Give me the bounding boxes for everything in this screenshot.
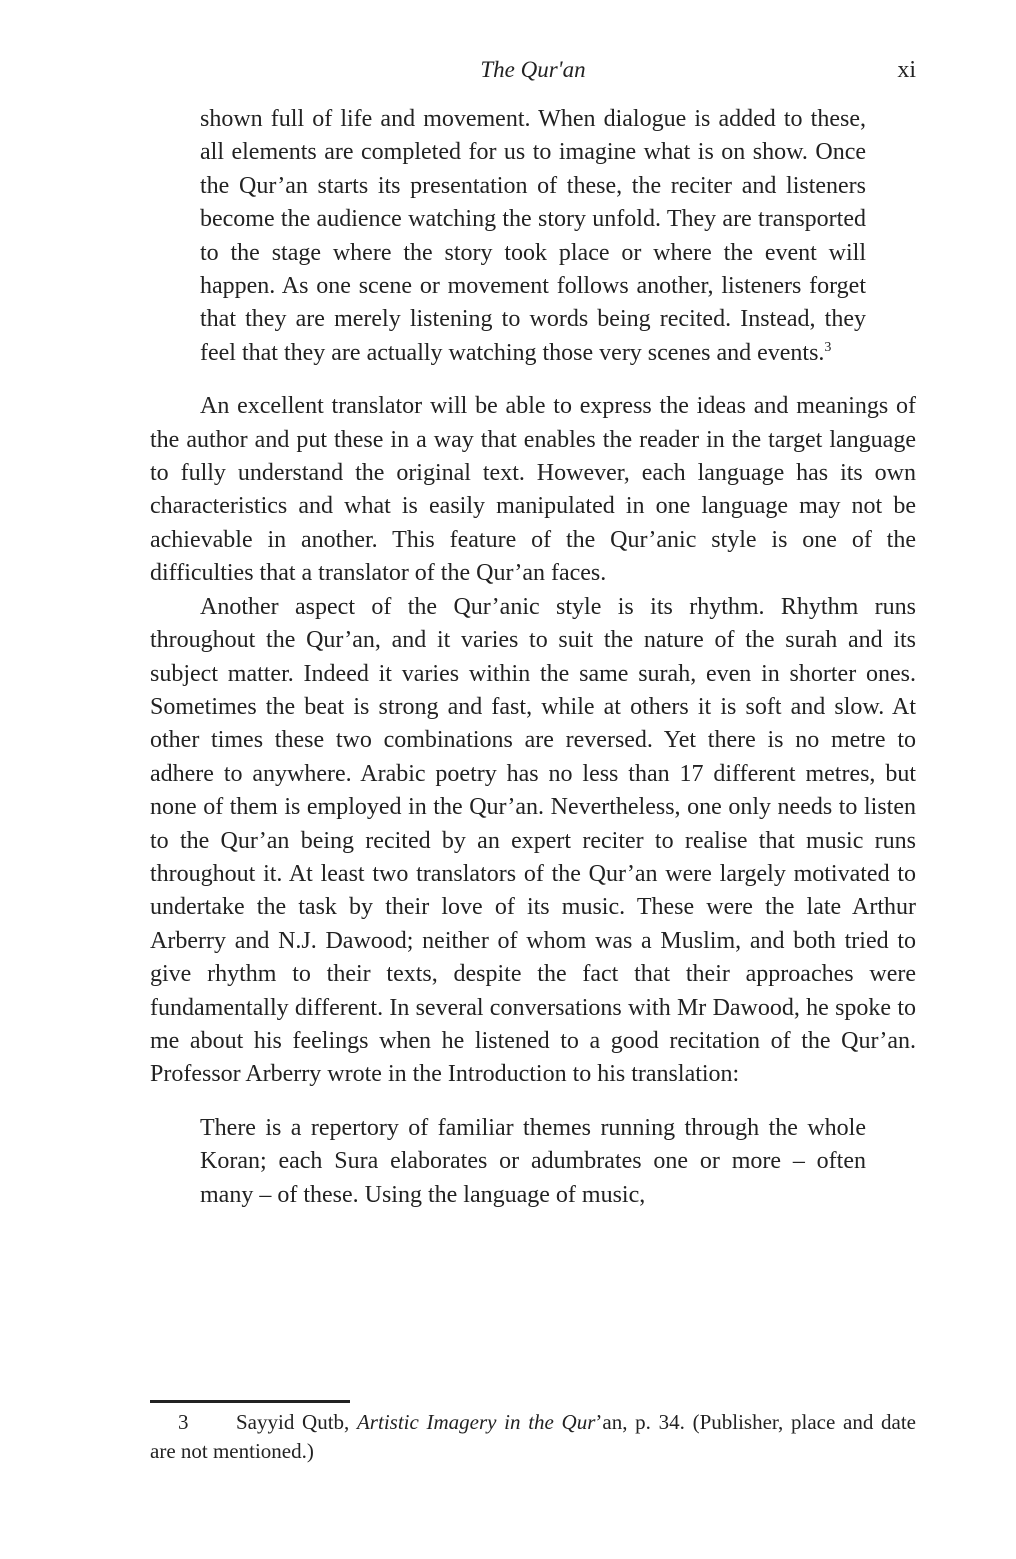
body-paragraph-1: An excellent translator will be able to express the ideas and meanings of the author and put these in a way that enables the reader in the target language to fully understand the original text. However, each language has its own characteristics and what is easily manipulated in one language may not be achievable in another. This feature of the Qur’anic style is one of the difficulties that a translator of the Qur’an faces. <box>150 393 916 587</box>
block-quote-1 <box>200 103 866 370</box>
footnote-divider <box>150 1400 350 1403</box>
footnote-reference[interactable]: 3 <box>824 339 832 355</box>
body-paragraph-2: Another aspect of the Qur’anic style is its rhythm. Rhythm runs throughout the Qur’an, and it varies to suit the nature of the surah and its subject matter. Indeed it varies within the same surah, even in shorter ones. Sometimes the beat is strong and fast, while at others it is soft and slow. At other times these two combinations are reversed. Yet there is no metre to adhere to anywhere. Arabic poetry has no less than 17 different metres, but none of them is employed in the Qur’an. Nevertheless, one only needs to listen to the Qur’an being recited by an expert reciter to realise that music runs throughout it. At least two translators of the Qur’an were largely motivated to undertake the task by their love of its music. These were the late Arthur Arberry and N.J. Dawood; neither of whom was a Muslim, and both tried to give rhythm to their texts, despite the fact that their approaches were fundamentally different. In several conversations with Mr Dawood, he spoke to me about his feelings when he listened to a good recitation of the Qur’an. Professor Arberry wrote in the Introduction to his translation: <box>150 593 916 1088</box>
footnote-number: 3 <box>178 1410 189 1434</box>
block-quote-2-text: There is a repertory of familiar themes running through the whole Koran; each Sura elaborates or adumbrates one or more – often many – of these. Using the language of music, <box>200 1114 866 1208</box>
block-quote-1-text <box>200 103 866 370</box>
running-head <box>150 54 916 86</box>
block-quote-1-body: shown full of life and movement. When dialogue is added to these, all elements are completed for us to imagine what is on show. Once the Qur’an starts its presentation of these, the reciter and listeners become the audience watching the story unfold. They are transported to the stage where the story took place or where the event will happen. As one scene or movement follows another, listeners forget that they are merely listening to words being recited. Instead, they feel that they are actually watching those very scenes and events. <box>200 106 866 366</box>
footnote-author: Sayyid Qutb, <box>236 1410 350 1434</box>
page-number: xi <box>897 57 916 83</box>
footnote-book-title-tail: ’an <box>595 1410 623 1434</box>
footnote-book-title: Artistic Imagery in the Qur <box>356 1410 596 1434</box>
spacer <box>150 1092 916 1112</box>
block-quote-2 <box>200 1112 866 1212</box>
spacer <box>150 370 916 390</box>
main-text <box>150 103 916 1212</box>
running-title: The Qur'an <box>480 57 586 82</box>
footnote <box>150 1408 916 1466</box>
footnote-details: , p. 34. (Publisher, place and date are not mentioned.) <box>150 1410 916 1463</box>
